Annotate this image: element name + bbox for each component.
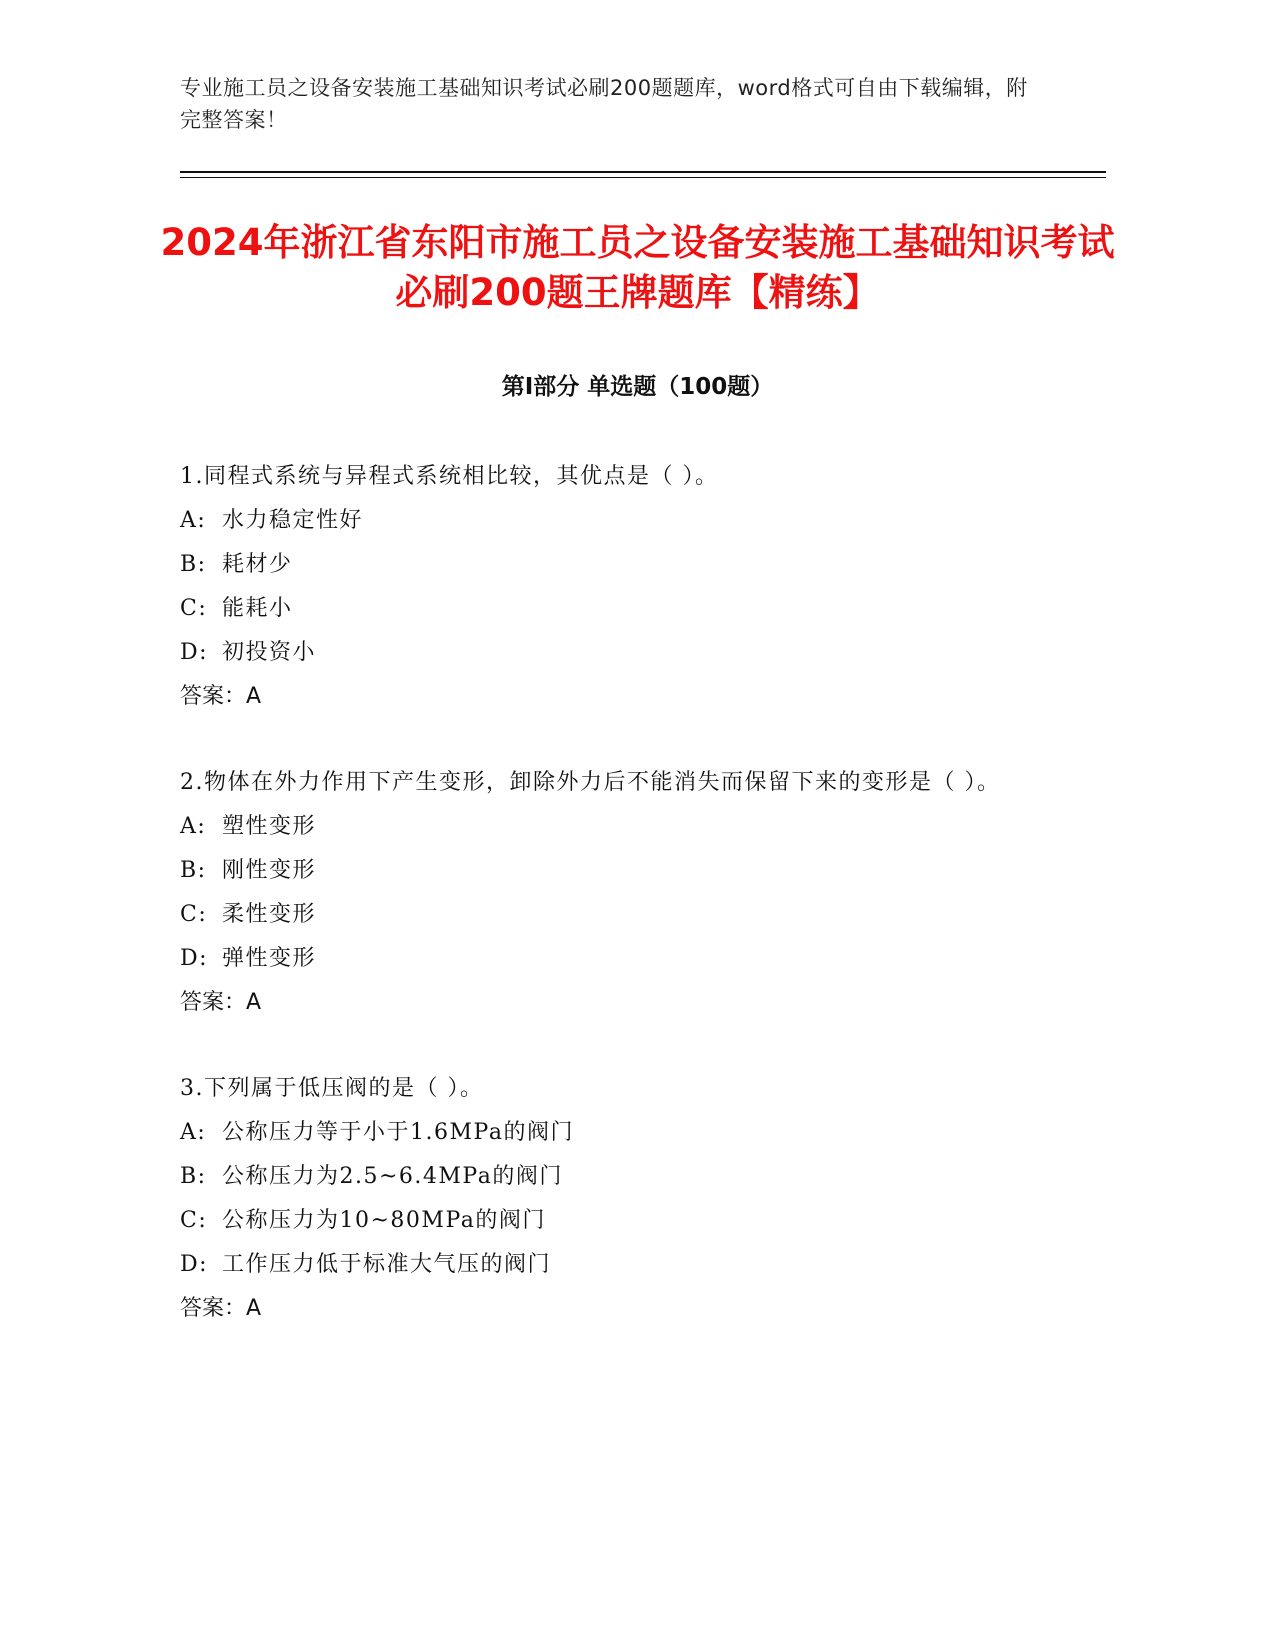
option-text: 弹性变形 bbox=[222, 946, 317, 971]
question-stem: 2.物体在外力作用下产生变形，卸除外力后不能消失而保留下来的变形是（ ）。 bbox=[180, 770, 1001, 795]
header-note: 专业施工员之设备安装施工基础知识考试必刷200题题库，word格式可自由下载编辑，附完整答案！ bbox=[180, 76, 1028, 132]
option-text: 能耗小 bbox=[222, 596, 293, 621]
option-letter: A: bbox=[180, 814, 207, 839]
option-letter: B: bbox=[180, 552, 207, 577]
option-c bbox=[180, 893, 1080, 937]
answer-line bbox=[180, 1287, 1080, 1331]
option-letter: D: bbox=[180, 946, 209, 971]
section-title: 第Ⅰ部分 单选题（100题） bbox=[501, 374, 774, 400]
option-letter: B: bbox=[180, 1164, 207, 1189]
option-text: 公称压力为2.5~6.4MPa的阀门 bbox=[222, 1164, 563, 1189]
question-stem: 3.下列属于低压阀的是（ ）。 bbox=[180, 1076, 484, 1101]
option-d bbox=[180, 937, 1080, 981]
answer-prefix: 答案： bbox=[180, 1296, 247, 1321]
option-text: 耗材少 bbox=[222, 552, 293, 577]
option-c bbox=[180, 1199, 1080, 1243]
option-text: 刚性变形 bbox=[222, 858, 317, 883]
option-letter: D: bbox=[180, 1252, 209, 1277]
option-letter: B: bbox=[180, 858, 207, 883]
answer-line bbox=[180, 981, 1080, 1025]
answer-value: A bbox=[246, 684, 262, 709]
option-a bbox=[180, 1111, 1080, 1155]
header-rule-thick bbox=[180, 171, 1106, 173]
option-c bbox=[180, 587, 1080, 631]
option-letter: C: bbox=[180, 902, 208, 927]
option-letter: A: bbox=[180, 1120, 207, 1145]
option-letter: D: bbox=[180, 640, 209, 665]
option-b bbox=[180, 1155, 1080, 1199]
option-a bbox=[180, 499, 1080, 543]
question-3 bbox=[180, 1067, 1080, 1331]
option-text: 初投资小 bbox=[222, 640, 317, 665]
option-letter: A: bbox=[180, 508, 207, 533]
answer-line bbox=[180, 675, 1080, 719]
answer-value: A bbox=[246, 990, 262, 1015]
question-stem: 1.同程式系统与异程式系统相比较，其优点是（ ）。 bbox=[180, 464, 719, 489]
option-letter: C: bbox=[180, 596, 208, 621]
option-text: 工作压力低于标准大气压的阀门 bbox=[222, 1252, 552, 1277]
option-text: 公称压力为10~80MPa的阀门 bbox=[222, 1208, 546, 1233]
answer-prefix: 答案： bbox=[180, 990, 247, 1015]
option-b bbox=[180, 543, 1080, 587]
option-text: 塑性变形 bbox=[222, 814, 317, 839]
option-letter: C: bbox=[180, 1208, 208, 1233]
header-rule-thin bbox=[180, 177, 1106, 178]
option-b bbox=[180, 849, 1080, 893]
option-a bbox=[180, 805, 1080, 849]
option-d bbox=[180, 631, 1080, 675]
document-title: 2024年浙江省东阳市施工员之设备安装施工基础知识考试必刷200题王牌题库【精练】 bbox=[160, 221, 1115, 314]
question-1 bbox=[180, 455, 1080, 719]
option-text: 公称压力等于小于1.6MPa的阀门 bbox=[222, 1120, 574, 1145]
answer-value: A bbox=[246, 1296, 262, 1321]
question-2 bbox=[180, 761, 1080, 1025]
answer-prefix: 答案： bbox=[180, 684, 247, 709]
question-list bbox=[180, 455, 1080, 1373]
option-d bbox=[180, 1243, 1080, 1287]
option-text: 柔性变形 bbox=[222, 902, 317, 927]
option-text: 水力稳定性好 bbox=[222, 508, 364, 533]
